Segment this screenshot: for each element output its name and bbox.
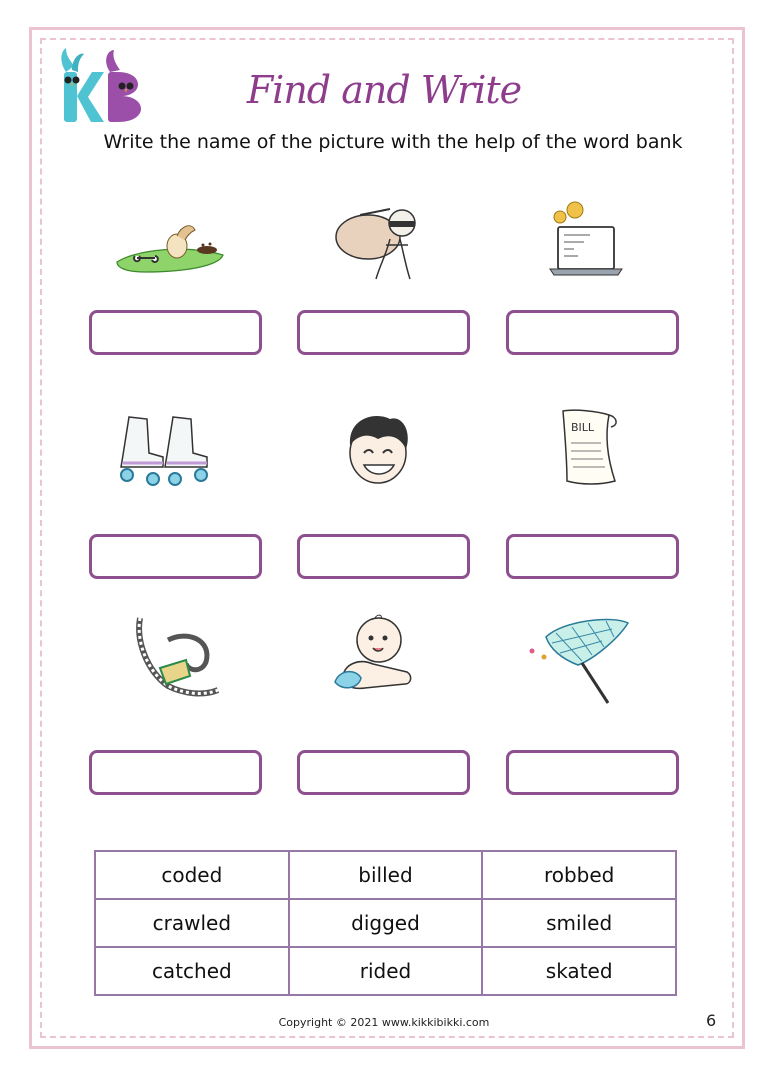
answer-box[interactable] [506, 750, 679, 795]
answer-box[interactable] [89, 750, 262, 795]
word-bank-cell: digged [289, 899, 483, 947]
robber-icon [330, 195, 440, 285]
answer-box[interactable] [297, 534, 470, 579]
butterfly-net-icon [522, 615, 632, 705]
roller-skates-icon [113, 405, 223, 495]
roller-coaster-icon [128, 610, 238, 700]
worksheet-title: Find and Write [246, 68, 522, 112]
dog-digging-icon [115, 200, 225, 290]
svg-text:BILL: BILL [571, 421, 595, 434]
answer-box[interactable] [506, 310, 679, 355]
answer-box[interactable] [297, 750, 470, 795]
word-bank-cell: rided [289, 947, 483, 995]
page-number: 6 [706, 1011, 717, 1030]
bill-scroll-icon [545, 405, 655, 495]
answer-box[interactable] [89, 310, 262, 355]
word-bank-cell: crawled [95, 899, 289, 947]
word-bank-cell: smiled [482, 899, 676, 947]
crawling-baby-icon [325, 612, 435, 702]
word-bank-table [94, 850, 677, 996]
copyright-text: Copyright © 2021 www.kikkibikki.com [278, 1016, 490, 1029]
word-bank-cell: robbed [482, 851, 676, 899]
smiling-boy-icon [330, 405, 440, 495]
word-bank-cell: skated [482, 947, 676, 995]
word-bank-cell: coded [95, 851, 289, 899]
word-bank-cell: catched [95, 947, 289, 995]
instruction-text: Write the name of the picture with the help of the word bank [103, 131, 683, 153]
word-bank-cell: billed [289, 851, 483, 899]
laptop-code-icon [540, 195, 650, 285]
table-row [95, 947, 676, 995]
answer-box[interactable] [297, 310, 470, 355]
answer-box[interactable] [89, 534, 262, 579]
table-row [95, 899, 676, 947]
table-row [95, 851, 676, 899]
answer-box[interactable] [506, 534, 679, 579]
